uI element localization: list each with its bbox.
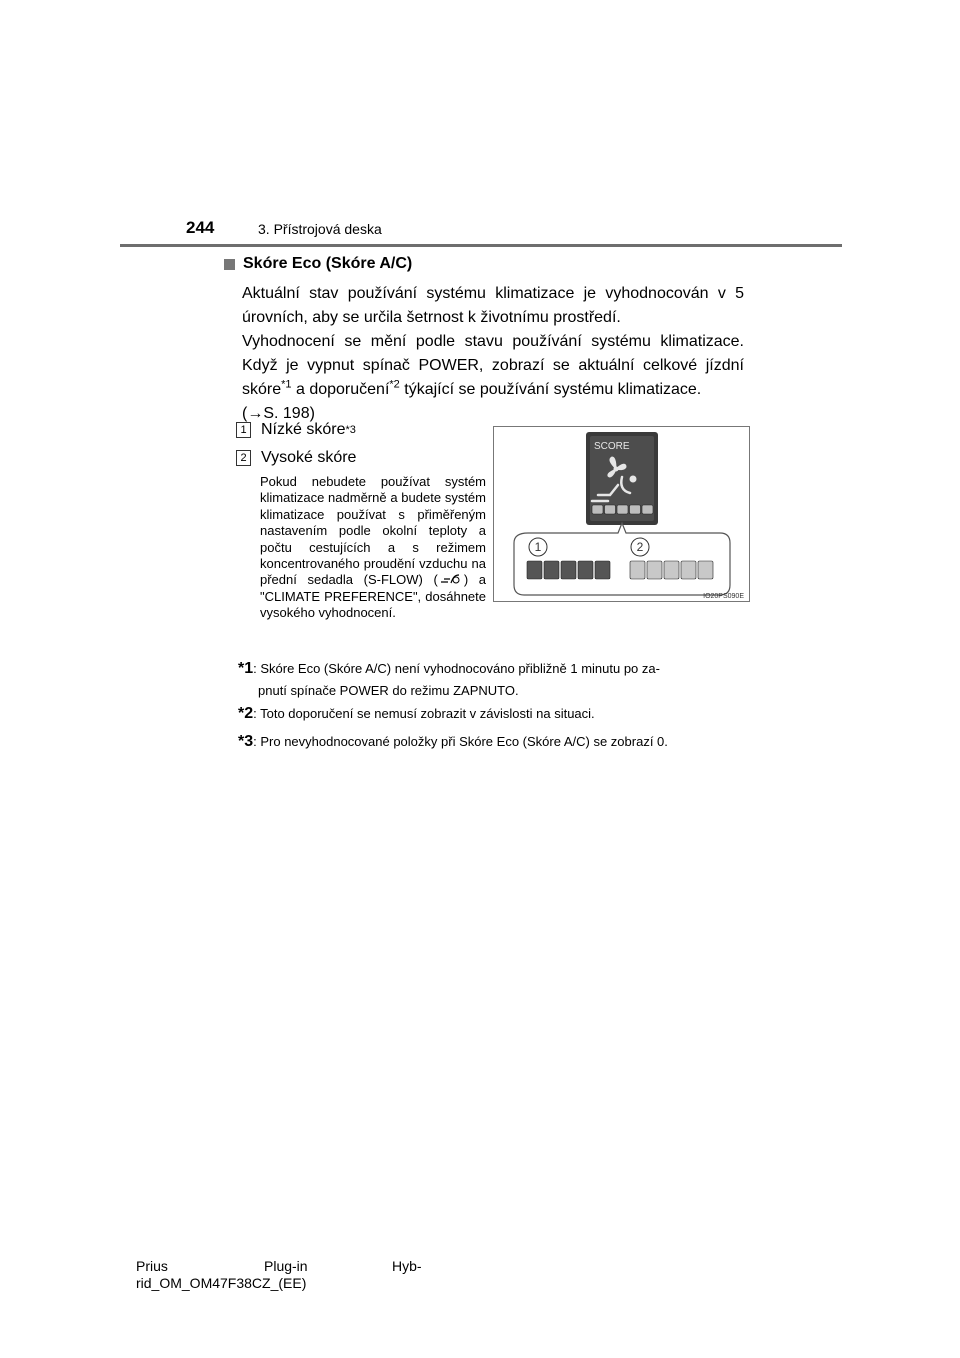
footnote-text: : Toto doporučení se nemusí zobrazit v závislosti na situaci.: [253, 706, 595, 721]
screen-score-bar: [592, 505, 653, 514]
s-flow-icon: [440, 573, 462, 585]
screen-score-segment: [592, 505, 603, 514]
screen-score-segment: [617, 505, 628, 514]
callout-number-1: 1: [534, 540, 542, 554]
screen-score-segment: [630, 505, 641, 514]
chapter-title: 3. Přístrojová deska: [258, 221, 382, 237]
paragraph-1: Aktuální stav používání systému klimatizace je vyhodnocován v 5 úrovních, aby se určila šetrnost k životnímu prostředí.: [242, 285, 744, 326]
note-text: [260, 474, 486, 622]
item-low-score: 1 Nízké skóre *3: [236, 421, 356, 439]
footer-word-2: Plug-in: [264, 1258, 308, 1274]
screen-score-segment: [642, 505, 653, 514]
note-text-part-a: Pokud nebudete používat systém klimatizace nadměrně a budete systém klimatizace používat s přiměřeným nastavením podle okolní teploty a počtu cestujících a s režimem koncentrovaného proudění vzduchu na přední sedadla (S-FLOW) (: [260, 474, 486, 588]
footnote-1: [238, 660, 744, 678]
footnote-ref-2: *2: [389, 378, 400, 391]
page-reference: (→S. 198): [242, 405, 315, 422]
score-display-figure: [493, 426, 750, 602]
footnote-mark: *1: [238, 660, 254, 677]
low-score-segment: [561, 561, 576, 579]
footnote-ref-1: *1: [281, 378, 292, 391]
low-score-segment: [595, 561, 610, 579]
figure-code: IO20PS090E: [703, 593, 744, 600]
header-divider: [120, 244, 842, 247]
high-score-segment: [647, 561, 662, 579]
item-number-badge: 1: [236, 422, 251, 438]
callout-box: [514, 523, 730, 595]
square-bullet-icon: [224, 259, 235, 270]
low-score-segment: [527, 561, 542, 579]
note-text-part-b: ) a "CLIMATE PREFERENCE", dosáhnete vysokého vyhodnocení.: [260, 572, 486, 621]
footnote-1-continuation: pnutí spínače POWER do režimu ZAPNUTO.: [258, 683, 519, 698]
high-score-segment: [698, 561, 713, 579]
item-label: Nízké skóre: [261, 421, 346, 438]
footnote-mark: *3: [238, 733, 254, 750]
footnote-text: : Pro nevyhodnocované položky při Skóre Eco (Skóre A/C) se zobrazí 0.: [253, 734, 668, 749]
callout-number-2: 2: [636, 540, 644, 554]
footnote-mark: *2: [238, 705, 254, 722]
high-score-segment: [664, 561, 679, 579]
low-score-segment: [544, 561, 559, 579]
paragraph-2-part-c: týkající se používání systému klimatizace.: [399, 381, 702, 398]
footer-word-3: Hyb-: [392, 1258, 422, 1274]
paragraph-2-part-b: a doporučení: [291, 381, 390, 398]
footnote-text: : Skóre Eco (Skóre A/C) není vyhodnocováno přibližně 1 minutu po za-: [253, 661, 660, 676]
score-display-illustration: [494, 427, 749, 601]
item-number-badge: 2: [236, 450, 251, 466]
item-high-score: [236, 449, 356, 467]
high-score-bar: [630, 561, 713, 579]
high-score-segment: [681, 561, 696, 579]
section-heading: [224, 255, 412, 273]
low-score-segment: [578, 561, 593, 579]
paragraph-2-part-a: Vyhodnocení se mění podle stavu používání systému klimatizace. Když je vypnut spínač POWER, zobrazí se aktuální celkové jízdní skóre: [242, 333, 744, 398]
footer-line-2: rid_OM_OM47F38CZ_(EE): [136, 1275, 307, 1291]
score-screen-label: SCORE: [594, 441, 630, 452]
screen-score-segment: [605, 505, 616, 514]
high-score-segment: [630, 561, 645, 579]
footnote-3: [238, 733, 668, 751]
footnote-2: [238, 705, 595, 723]
paragraph-2: [242, 330, 744, 426]
low-score-bar: [527, 561, 610, 579]
item-label: Vysoké skóre: [261, 449, 357, 466]
section-heading-text: Skóre Eco (Skóre A/C): [243, 255, 413, 272]
page-number: 244: [186, 218, 215, 237]
footer-word-1: Prius: [136, 1258, 168, 1274]
